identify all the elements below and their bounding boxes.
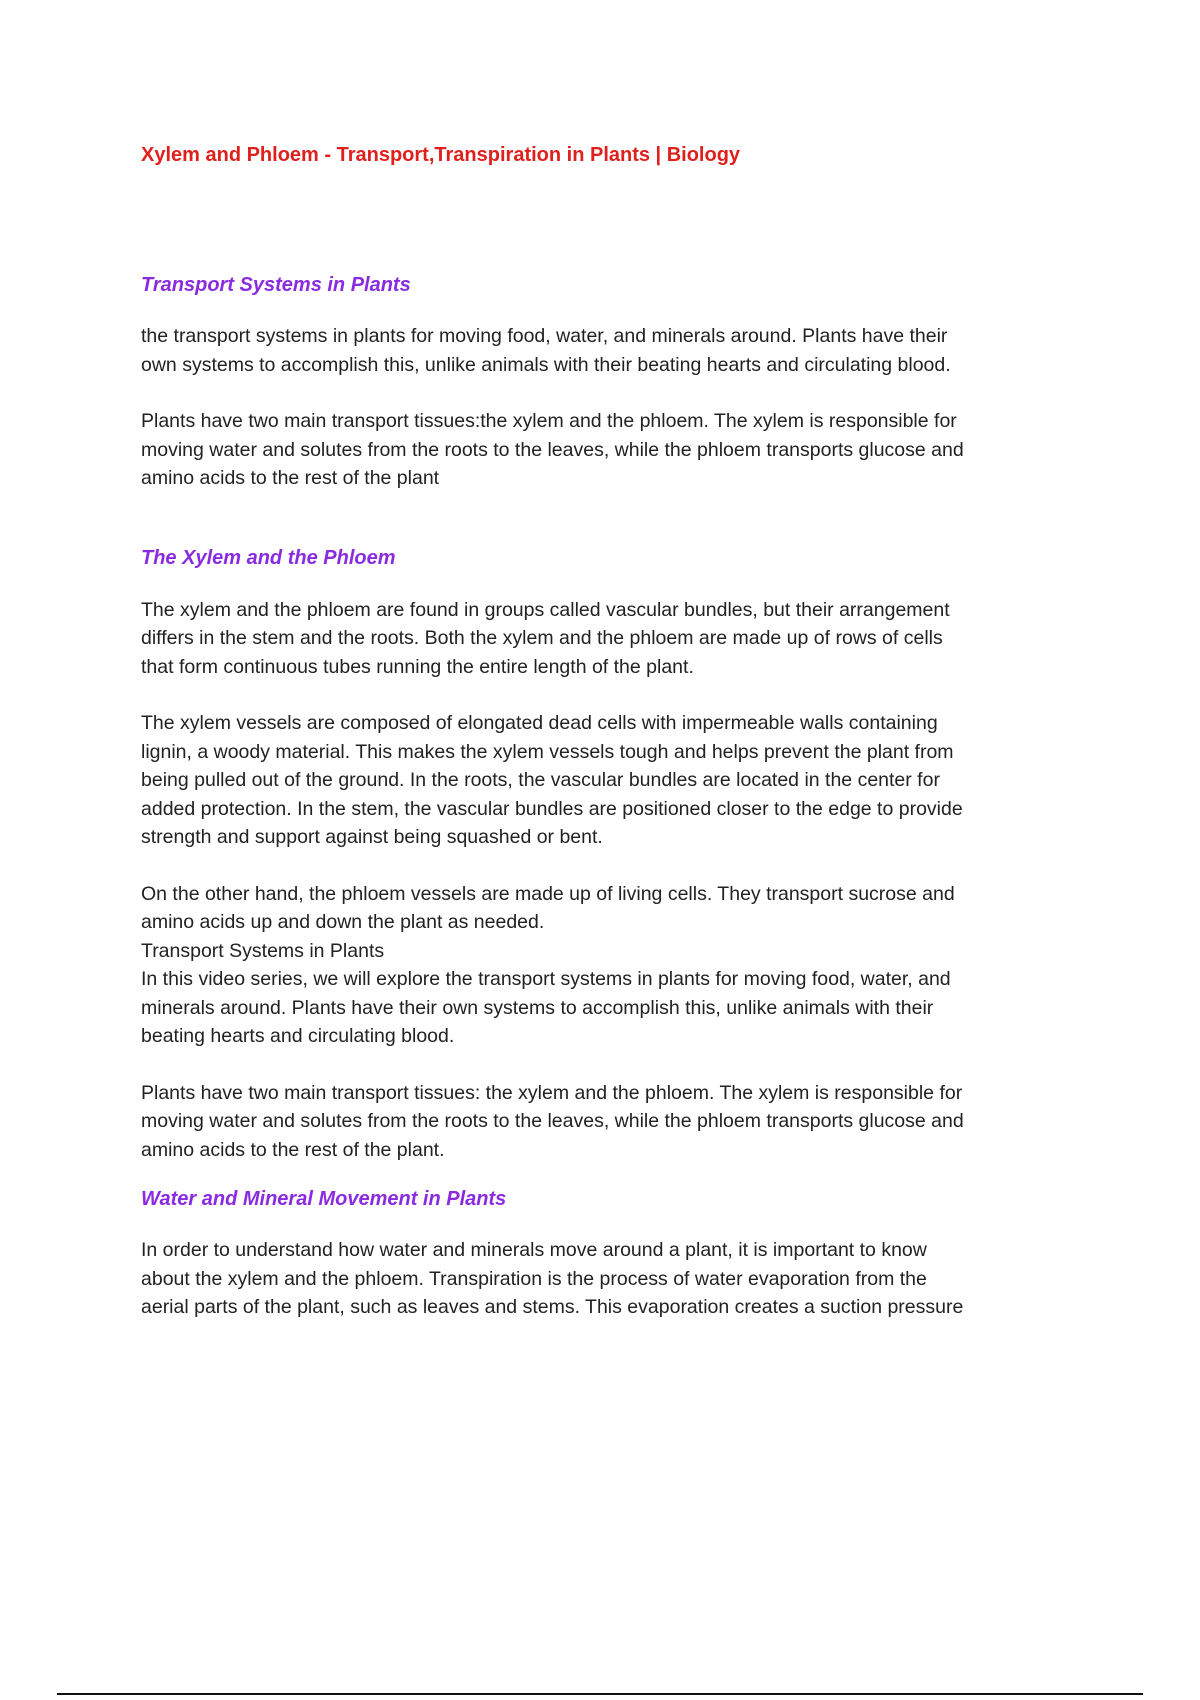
paragraph: The xylem and the phloem are found in groups called vascular bundles, but their arrangement differs in the stem and the roots. Both the xylem and the phloem are made up of rows of cells that form continuous tubes running the entire length of the plant.: [141, 598, 950, 678]
document-body: [141, 140, 1061, 1322]
paragraph: On the other hand, the phloem vessels are made up of living cells. They transport sucrose and amino acids up and down the plant as needed. Transport Systems in Plants In this video series, we will explore the transport systems in plants for moving food, water, and minerals around. Plants have their own systems to accomplish this, unlike animals with their beating hearts and circulating blood.: [141, 882, 955, 1047]
section-heading-water-mineral: Water and Mineral Movement in Plants: [141, 1188, 507, 1210]
section-heading-transport-systems: Transport Systems in Plants: [141, 274, 411, 296]
section-heading-xylem-phloem: The Xylem and the Phloem: [141, 546, 396, 569]
paragraph: Plants have two main transport tissues:the xylem and the phloem. The xylem is responsible for moving water and solutes from the roots to the leaves, while the phloem transports glucose and amino acids to the rest of the plant: [141, 410, 964, 489]
page-title: Xylem and Phloem - Transport,Transpiration in Plants | Biology: [141, 144, 741, 166]
paragraph: The xylem vessels are composed of elongated dead cells with impermeable walls containing lignin, a woody material. This makes the xylem vessels tough and helps prevent the plant from being pulled out of the ground. In the roots, the vascular bundles are located in the center for added protection. In the stem, the vascular bundles are positioned closer to the edge to provide strength and support against being squashed or bent.: [141, 712, 963, 848]
paragraph: In order to understand how water and minerals move around a plant, it is important to know about the xylem and the phloem. Transpiration is the process of water evaporation from the aerial parts of the plant, such as leaves and stems. This evaporation creates a suction pressure: [141, 1239, 964, 1318]
paragraph: Plants have two main transport tissues: the xylem and the phloem. The xylem is responsible for moving water and solutes from the roots to the leaves, while the phloem transports glucose and amino acids to the rest of the plant.: [141, 1081, 964, 1161]
page-bottom-rule: [57, 1693, 1143, 1695]
paragraph: the transport systems in plants for moving food, water, and minerals around. Plants have their own systems to accomplish this, unlike animals with their beating hearts and circulating blood.: [141, 325, 951, 376]
